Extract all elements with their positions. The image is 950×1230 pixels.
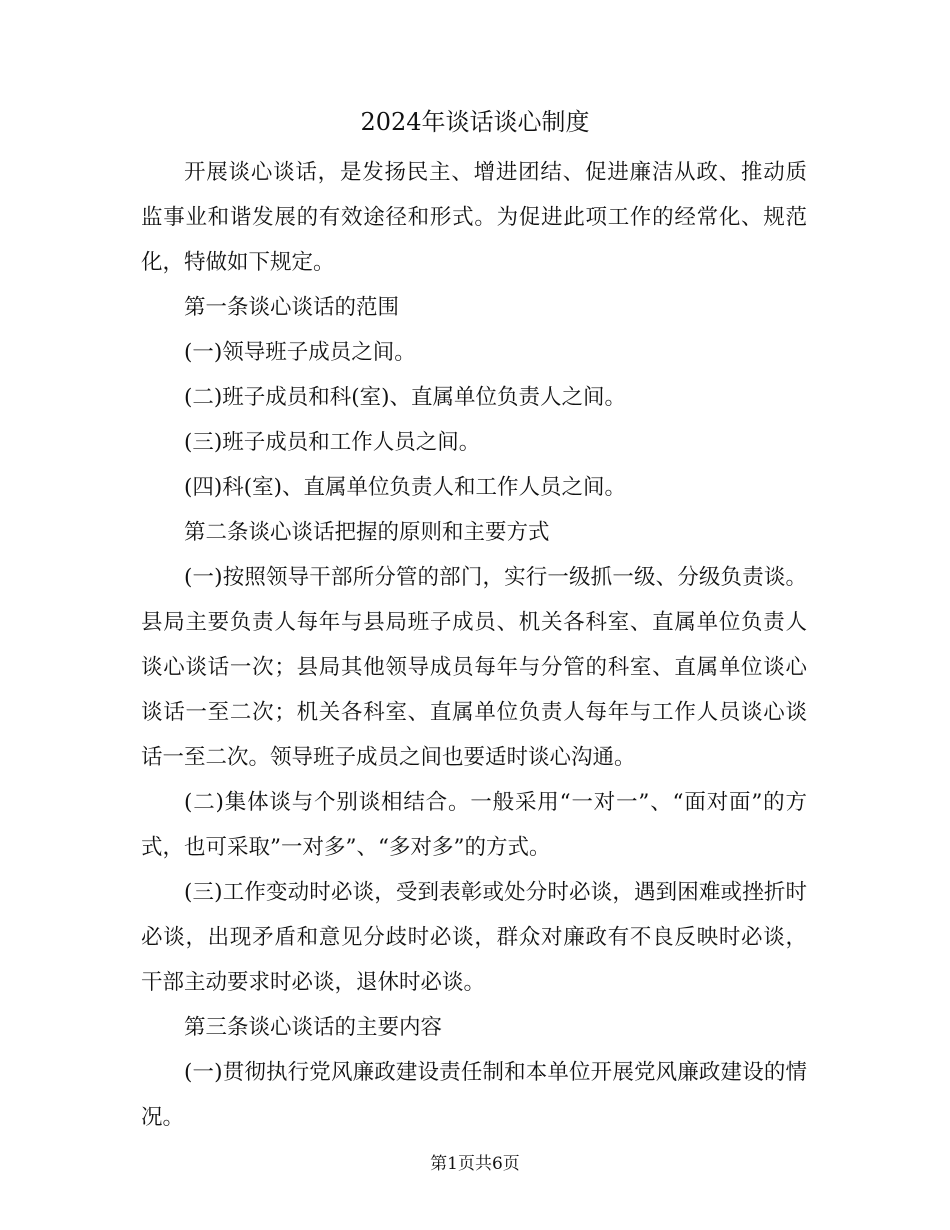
paragraph-article-2-item-3: (三)工作变动时必谈，受到表彰或处分时必谈，遇到困难或挫折时必谈，出现矛盾和意见分歧时必谈，群众对廉政有不良反映时必谈，干部主动要求时必谈，退休时必谈。 xyxy=(141,880,807,995)
page-number-footer: 第1页共6页 xyxy=(430,1154,520,1174)
paragraph-article-1-item-1: (一)领导班子成员之间。 xyxy=(184,340,416,365)
document-title: 2024年谈话谈心制度 xyxy=(360,108,590,136)
paragraph-article-3-heading: 第三条谈心谈话的主要内容 xyxy=(184,1015,443,1040)
paragraph-article-2-item-1: (一)按照领导干部所分管的部门，实行一级抓一级、分级负责谈。县局主要负责人每年与县局班子成员、机关各科室、直属单位负责人谈心谈话一次；县局其他领导成员每年与分管的科室、直属单位谈心谈话一至二次；机关各科室、直属单位负责人每年与工作人员谈心谈话一至二次。领导班子成员之间也要适时谈心沟通。 xyxy=(141,565,807,770)
paragraph-article-2-heading: 第二条谈心谈话把握的原则和主要方式 xyxy=(184,520,550,545)
paragraph-article-1-item-3: (三)班子成员和工作人员之间。 xyxy=(184,430,481,455)
paragraph-article-3-item-1: (一)贯彻执行党风廉政建设责任制和本单位开展党风廉政建设的情况。 xyxy=(141,1060,807,1130)
paragraph-article-1-heading: 第一条谈心谈话的范围 xyxy=(184,295,400,320)
paragraph-article-2-item-2: (二)集体谈与个别谈相结合。一般采用“一对一”、“面对面”的方式，也可采取”一对多”、“多对多”的方式。 xyxy=(141,790,807,860)
paragraph-intro: 开展谈心谈话，是发扬民主、增进团结、促进廉洁从政、推动质监事业和谐发展的有效途径和形式。为促进此项工作的经常化、规范化，特做如下规定。 xyxy=(141,160,807,275)
paragraph-article-1-item-4: (四)科(室)、直属单位负责人和工作人员之间。 xyxy=(184,475,627,500)
document-body xyxy=(141,150,807,1140)
paragraph-article-1-item-2: (二)班子成员和科(室)、直属单位负责人之间。 xyxy=(184,385,627,410)
